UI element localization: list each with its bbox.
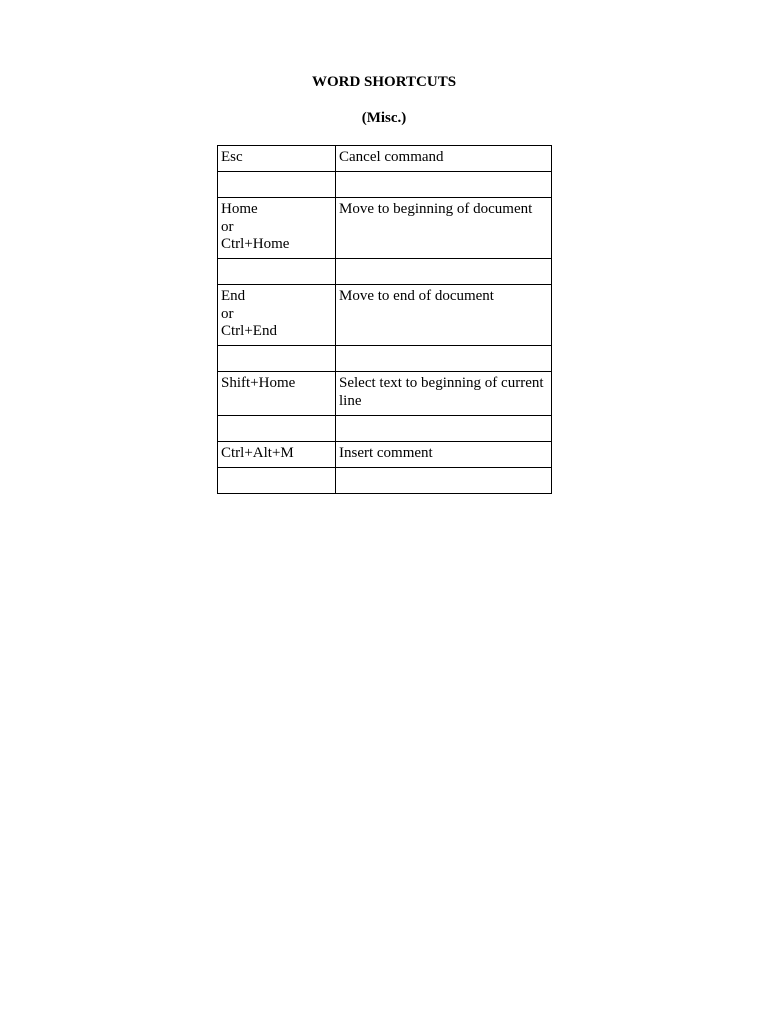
- shortcut-description-cell: Cancel command: [336, 146, 552, 172]
- page-subtitle: (Misc.): [361, 110, 407, 126]
- table-row: [218, 198, 552, 259]
- shortcut-key-cell: Ctrl+Alt+M: [218, 442, 336, 468]
- shortcut-key-cell: [218, 468, 336, 494]
- shortcut-key-cell: End or Ctrl+End: [218, 285, 336, 346]
- shortcut-key-cell: [218, 416, 336, 442]
- shortcut-description-cell: Insert comment: [336, 442, 552, 468]
- shortcut-description-cell: [336, 346, 552, 372]
- shortcut-key-cell: [218, 346, 336, 372]
- table-row-empty: [218, 416, 552, 442]
- page-title: WORD SHORTCUTS: [311, 74, 457, 90]
- table-row: [218, 372, 552, 416]
- shortcut-description-cell: [336, 468, 552, 494]
- table-row: [218, 442, 552, 468]
- table-row: [218, 285, 552, 346]
- shortcut-description-cell: [336, 172, 552, 198]
- table-row-empty: [218, 346, 552, 372]
- table-row-empty: [218, 259, 552, 285]
- table-row: [218, 146, 552, 172]
- shortcut-description-cell: Move to end of document: [336, 285, 552, 346]
- shortcut-key-cell: [218, 172, 336, 198]
- shortcut-key-cell: [218, 259, 336, 285]
- shortcut-description-cell: Move to beginning of document: [336, 198, 552, 259]
- table-row-empty: [218, 468, 552, 494]
- shortcut-description-cell: [336, 259, 552, 285]
- shortcut-key-cell: Esc: [218, 146, 336, 172]
- table-row-empty: [218, 172, 552, 198]
- shortcut-key-cell: Shift+Home: [218, 372, 336, 416]
- shortcuts-table: [217, 145, 552, 494]
- shortcut-key-cell: Home or Ctrl+Home: [218, 198, 336, 259]
- shortcut-description-cell: [336, 416, 552, 442]
- shortcut-description-cell: Select text to beginning of current line: [336, 372, 552, 416]
